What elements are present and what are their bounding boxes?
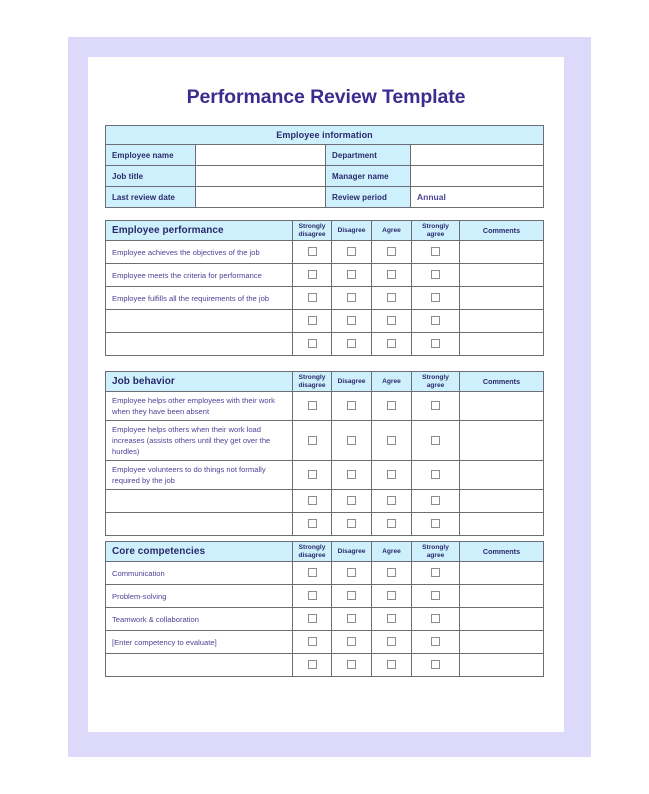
checkbox-cell-agree[interactable]: [372, 513, 412, 536]
checkbox-icon[interactable]: [347, 470, 356, 479]
statement-cell: Employee volunteers to do things not formally required by the job: [106, 461, 293, 490]
checkbox-icon[interactable]: [431, 568, 440, 577]
checkbox-icon[interactable]: [347, 316, 356, 325]
comments-cell[interactable]: [460, 608, 544, 631]
scale-label-line1: Agree: [382, 377, 401, 385]
column-header-strongly-disagree: [293, 372, 332, 392]
checkbox-cell-strongly-agree[interactable]: [412, 392, 460, 421]
checkbox-icon[interactable]: [431, 496, 440, 505]
checkbox-icon[interactable]: [431, 293, 440, 302]
checkbox-icon[interactable]: [387, 316, 396, 325]
checkbox-icon[interactable]: [387, 591, 396, 600]
field-value-review-period[interactable]: Annual: [411, 187, 544, 208]
job-behavior-table: [105, 371, 544, 536]
scale-label-line1: Strongly: [422, 222, 449, 230]
checkbox-icon[interactable]: [308, 270, 317, 279]
scale-label-line2: agree: [426, 551, 445, 559]
checkbox-icon[interactable]: [347, 637, 356, 646]
table-header-row: [106, 542, 544, 562]
checkbox-cell-strongly-agree[interactable]: [412, 310, 460, 333]
checkbox-cell-strongly-agree[interactable]: [412, 333, 460, 356]
checkbox-cell-disagree[interactable]: [332, 333, 372, 356]
checkbox-cell-strongly-disagree[interactable]: [293, 333, 332, 356]
table-row: [106, 461, 544, 490]
table-row: [106, 287, 544, 310]
checkbox-cell-strongly-disagree[interactable]: [293, 631, 332, 654]
checkbox-icon[interactable]: [308, 591, 317, 600]
checkbox-cell-disagree[interactable]: [332, 287, 372, 310]
scale-label-line1: Agree: [382, 547, 401, 555]
checkbox-icon[interactable]: [387, 470, 396, 479]
checkbox-cell-disagree[interactable]: [332, 310, 372, 333]
field-value-last-review-date[interactable]: [196, 187, 326, 208]
table-row: [106, 608, 544, 631]
checkbox-icon[interactable]: [431, 270, 440, 279]
field-label-manager-name: Manager name: [326, 166, 411, 187]
field-label-employee-name: Employee name: [106, 145, 196, 166]
checkbox-cell-strongly-disagree[interactable]: [293, 654, 332, 677]
checkbox-icon[interactable]: [431, 519, 440, 528]
statement-cell: Employee helps other employees with their work when they have been absent: [106, 392, 293, 421]
checkbox-cell-strongly-agree[interactable]: [412, 562, 460, 585]
checkbox-cell-strongly-agree[interactable]: [412, 513, 460, 536]
scale-label-line2: disagree: [298, 381, 326, 389]
checkbox-cell-strongly-disagree[interactable]: [293, 421, 332, 461]
checkbox-cell-agree[interactable]: [372, 585, 412, 608]
checkbox-icon[interactable]: [308, 614, 317, 623]
scale-label-line2: agree: [426, 381, 445, 389]
table-row: [106, 490, 544, 513]
scale-label-line1: Strongly: [298, 222, 326, 230]
column-header-agree: [372, 372, 412, 392]
checkbox-cell-disagree[interactable]: [332, 562, 372, 585]
checkbox-icon[interactable]: [431, 470, 440, 479]
checkbox-cell-strongly-agree[interactable]: [412, 287, 460, 310]
checkbox-icon[interactable]: [347, 339, 356, 348]
checkbox-cell-strongly-disagree[interactable]: [293, 490, 332, 513]
checkbox-icon[interactable]: [387, 637, 396, 646]
checkbox-icon[interactable]: [431, 247, 440, 256]
checkbox-cell-disagree[interactable]: [332, 654, 372, 677]
checkbox-cell-agree[interactable]: [372, 264, 412, 287]
checkbox-cell-agree[interactable]: [372, 392, 412, 421]
checkbox-icon[interactable]: [308, 316, 317, 325]
checkbox-icon[interactable]: [387, 614, 396, 623]
checkbox-cell-strongly-agree[interactable]: [412, 608, 460, 631]
comments-cell[interactable]: [460, 421, 544, 461]
table-row: [106, 126, 544, 145]
checkbox-cell-agree[interactable]: [372, 421, 412, 461]
section-heading: Job behavior: [106, 372, 293, 392]
comments-cell[interactable]: [460, 241, 544, 264]
comments-cell[interactable]: [460, 490, 544, 513]
statement-cell[interactable]: [106, 513, 293, 536]
employee-information-banner: Employee information: [106, 126, 544, 145]
column-header-strongly-disagree: [293, 542, 332, 562]
checkbox-cell-agree[interactable]: [372, 287, 412, 310]
checkbox-icon[interactable]: [387, 270, 396, 279]
checkbox-cell-strongly-disagree[interactable]: [293, 608, 332, 631]
table-row: [106, 333, 544, 356]
scale-label-line1: Disagree: [337, 377, 366, 385]
checkbox-cell-agree[interactable]: [372, 333, 412, 356]
table-row: [106, 631, 544, 654]
employee-information-table: [105, 125, 544, 208]
comments-cell[interactable]: [460, 392, 544, 421]
checkbox-cell-disagree[interactable]: [332, 461, 372, 490]
checkbox-icon[interactable]: [308, 637, 317, 646]
checkbox-icon[interactable]: [387, 519, 396, 528]
field-value-employee-name[interactable]: [196, 145, 326, 166]
checkbox-icon[interactable]: [387, 401, 396, 410]
checkbox-icon[interactable]: [347, 496, 356, 505]
checkbox-icon[interactable]: [387, 436, 396, 445]
column-header-agree: [372, 542, 412, 562]
checkbox-cell-strongly-agree[interactable]: [412, 585, 460, 608]
checkbox-icon[interactable]: [347, 660, 356, 669]
scale-label-line1: Agree: [382, 226, 401, 234]
section-heading: Core competencies: [106, 542, 293, 562]
column-header-agree: [372, 221, 412, 241]
comments-cell[interactable]: [460, 562, 544, 585]
checkbox-cell-agree[interactable]: [372, 310, 412, 333]
checkbox-icon[interactable]: [308, 496, 317, 505]
field-value-department[interactable]: [411, 145, 544, 166]
checkbox-icon[interactable]: [308, 436, 317, 445]
checkbox-cell-disagree[interactable]: [332, 241, 372, 264]
checkbox-cell-agree[interactable]: [372, 490, 412, 513]
checkbox-cell-strongly-disagree[interactable]: [293, 241, 332, 264]
comments-cell[interactable]: [460, 654, 544, 677]
section-heading: Employee performance: [106, 221, 293, 241]
statement-cell: Communication: [106, 562, 293, 585]
scale-label-line1: Strongly: [422, 373, 449, 381]
table-row: [106, 187, 544, 208]
checkbox-cell-disagree[interactable]: [332, 392, 372, 421]
checkbox-icon[interactable]: [347, 614, 356, 623]
statement-cell: Employee helps others when their work load increases (assists others until they get over the hurdles): [106, 421, 293, 461]
checkbox-icon[interactable]: [308, 401, 317, 410]
checkbox-icon[interactable]: [308, 470, 317, 479]
checkbox-icon[interactable]: [387, 247, 396, 256]
table-row: [106, 166, 544, 187]
table-row: [106, 241, 544, 264]
checkbox-icon[interactable]: [347, 591, 356, 600]
column-header-strongly-agree: [412, 542, 460, 562]
table-row: [106, 264, 544, 287]
scale-label-line1: Disagree: [337, 547, 366, 555]
checkbox-cell-strongly-agree[interactable]: [412, 461, 460, 490]
checkbox-icon[interactable]: [431, 339, 440, 348]
statement-cell: Teamwork & collaboration: [106, 608, 293, 631]
checkbox-cell-strongly-disagree[interactable]: [293, 287, 332, 310]
checkbox-icon[interactable]: [431, 436, 440, 445]
scale-label-line1: Disagree: [337, 226, 366, 234]
statement-cell[interactable]: [Enter competency to evaluate]: [106, 631, 293, 654]
checkbox-cell-strongly-disagree[interactable]: [293, 392, 332, 421]
comments-cell[interactable]: [460, 264, 544, 287]
checkbox-icon[interactable]: [347, 519, 356, 528]
scale-label-line1: Strongly: [422, 543, 449, 551]
statement-cell: Problem-solving: [106, 585, 293, 608]
column-header-disagree: [332, 542, 372, 562]
table-row: [106, 310, 544, 333]
table-row: [106, 392, 544, 421]
statement-cell: Employee meets the criteria for performance: [106, 264, 293, 287]
checkbox-icon[interactable]: [431, 614, 440, 623]
employee-performance-table: [105, 220, 544, 356]
scale-label-line1: Strongly: [298, 543, 326, 551]
checkbox-icon[interactable]: [347, 270, 356, 279]
checkbox-cell-agree[interactable]: [372, 631, 412, 654]
checkbox-cell-strongly-disagree[interactable]: [293, 513, 332, 536]
table-row: [106, 585, 544, 608]
document-sheet: [88, 57, 564, 732]
column-header-disagree: [332, 221, 372, 241]
core-competencies-table: [105, 541, 544, 677]
checkbox-cell-strongly-agree[interactable]: [412, 631, 460, 654]
checkbox-icon[interactable]: [308, 247, 317, 256]
statement-cell[interactable]: [106, 490, 293, 513]
statement-cell: Employee achieves the objectives of the job: [106, 241, 293, 264]
column-header-strongly-agree: [412, 221, 460, 241]
comments-cell[interactable]: [460, 585, 544, 608]
column-header-strongly-disagree: [293, 221, 332, 241]
comments-cell[interactable]: [460, 513, 544, 536]
checkbox-cell-strongly-agree[interactable]: [412, 654, 460, 677]
checkbox-cell-disagree[interactable]: [332, 631, 372, 654]
checkbox-icon[interactable]: [431, 637, 440, 646]
statement-cell: Employee fulfills all the requirements of the job: [106, 287, 293, 310]
checkbox-cell-disagree[interactable]: [332, 608, 372, 631]
scale-label-line2: disagree: [298, 230, 326, 238]
comments-cell[interactable]: [460, 310, 544, 333]
statement-cell[interactable]: [106, 333, 293, 356]
checkbox-cell-disagree[interactable]: [332, 490, 372, 513]
statement-cell[interactable]: [106, 310, 293, 333]
checkbox-icon[interactable]: [347, 247, 356, 256]
checkbox-cell-strongly-disagree[interactable]: [293, 585, 332, 608]
checkbox-icon[interactable]: [431, 660, 440, 669]
column-header-disagree: [332, 372, 372, 392]
checkbox-icon[interactable]: [308, 519, 317, 528]
field-label-review-period: Review period: [326, 187, 411, 208]
checkbox-icon[interactable]: [431, 316, 440, 325]
checkbox-icon[interactable]: [308, 660, 317, 669]
checkbox-cell-strongly-agree[interactable]: [412, 421, 460, 461]
statement-cell[interactable]: [106, 654, 293, 677]
checkbox-cell-disagree[interactable]: [332, 421, 372, 461]
field-label-last-review-date: Last review date: [106, 187, 196, 208]
checkbox-cell-strongly-agree[interactable]: [412, 264, 460, 287]
checkbox-cell-agree[interactable]: [372, 241, 412, 264]
comments-cell[interactable]: [460, 461, 544, 490]
scale-label-line1: Strongly: [298, 373, 326, 381]
checkbox-cell-agree[interactable]: [372, 461, 412, 490]
column-header-comments: Comments: [460, 372, 544, 392]
checkbox-icon[interactable]: [347, 436, 356, 445]
field-label-department: Department: [326, 145, 411, 166]
comments-cell[interactable]: [460, 631, 544, 654]
checkbox-icon[interactable]: [308, 568, 317, 577]
checkbox-cell-strongly-agree[interactable]: [412, 490, 460, 513]
table-header-row: [106, 372, 544, 392]
checkbox-icon[interactable]: [387, 339, 396, 348]
checkbox-cell-disagree[interactable]: [332, 585, 372, 608]
checkbox-icon[interactable]: [387, 293, 396, 302]
checkbox-cell-strongly-disagree[interactable]: [293, 461, 332, 490]
checkbox-cell-agree[interactable]: [372, 562, 412, 585]
scale-label-line2: agree: [426, 230, 445, 238]
field-value-job-title[interactable]: [196, 166, 326, 187]
comments-cell[interactable]: [460, 333, 544, 356]
checkbox-cell-disagree[interactable]: [332, 264, 372, 287]
checkbox-icon[interactable]: [347, 401, 356, 410]
column-header-strongly-agree: [412, 372, 460, 392]
page-title: Performance Review Template: [186, 86, 466, 108]
checkbox-icon[interactable]: [387, 568, 396, 577]
scale-label-line2: disagree: [298, 551, 326, 559]
column-header-comments: Comments: [460, 221, 544, 241]
checkbox-cell-agree[interactable]: [372, 654, 412, 677]
checkbox-icon[interactable]: [431, 591, 440, 600]
checkbox-icon[interactable]: [308, 293, 317, 302]
table-header-row: [106, 221, 544, 241]
checkbox-icon[interactable]: [347, 293, 356, 302]
table-row: [106, 654, 544, 677]
column-header-comments: Comments: [460, 542, 544, 562]
checkbox-cell-strongly-disagree[interactable]: [293, 562, 332, 585]
comments-cell[interactable]: [460, 287, 544, 310]
table-row: [106, 421, 544, 461]
checkbox-icon[interactable]: [387, 660, 396, 669]
table-row: [106, 513, 544, 536]
field-value-manager-name[interactable]: [411, 166, 544, 187]
checkbox-icon[interactable]: [387, 496, 396, 505]
checkbox-icon[interactable]: [308, 339, 317, 348]
checkbox-icon[interactable]: [431, 401, 440, 410]
table-row: [106, 145, 544, 166]
checkbox-cell-strongly-disagree[interactable]: [293, 264, 332, 287]
checkbox-cell-disagree[interactable]: [332, 513, 372, 536]
field-label-job-title: Job title: [106, 166, 196, 187]
checkbox-cell-agree[interactable]: [372, 608, 412, 631]
table-row: [106, 562, 544, 585]
checkbox-cell-strongly-agree[interactable]: [412, 241, 460, 264]
checkbox-icon[interactable]: [347, 568, 356, 577]
checkbox-cell-strongly-disagree[interactable]: [293, 310, 332, 333]
